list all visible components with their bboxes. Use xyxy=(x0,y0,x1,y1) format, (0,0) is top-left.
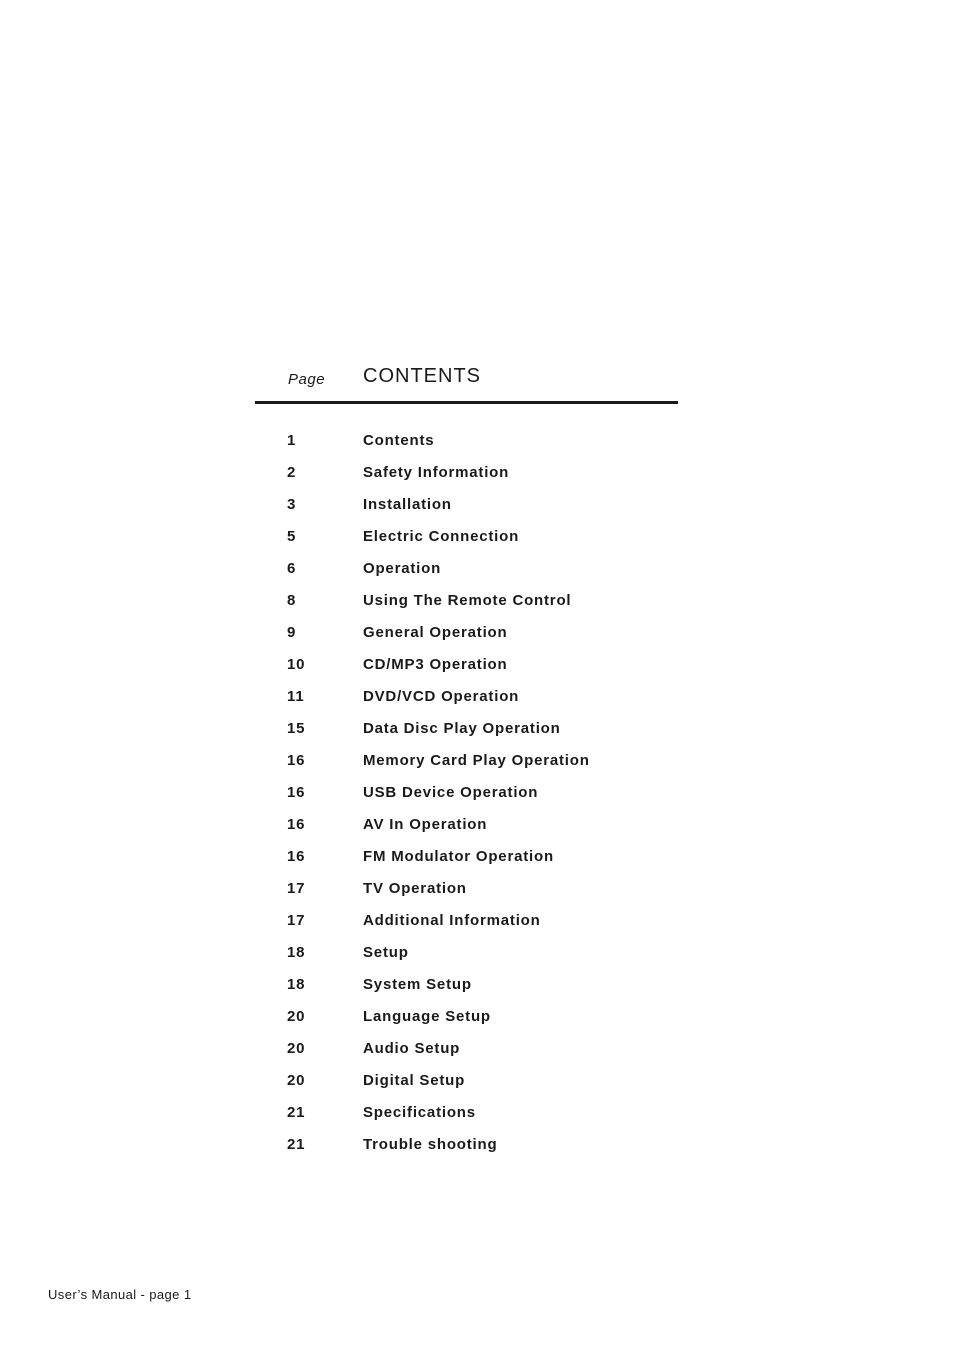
toc-entry[interactable] xyxy=(287,527,707,559)
toc-page-number: 18 xyxy=(287,944,306,961)
toc-entry-title: System Setup xyxy=(363,976,472,993)
toc-entry[interactable] xyxy=(287,943,707,975)
toc-header xyxy=(255,362,678,404)
toc-entry[interactable] xyxy=(287,719,707,751)
toc-page-number: 9 xyxy=(287,624,297,641)
toc-page-number: 18 xyxy=(287,976,306,993)
toc-entry-title: Language Setup xyxy=(363,1008,491,1025)
toc-entry-title: Setup xyxy=(363,944,409,961)
toc-page-number: 1 xyxy=(287,432,297,449)
toc-entry[interactable] xyxy=(287,463,707,495)
toc-entry[interactable] xyxy=(287,911,707,943)
toc-page-number: 10 xyxy=(287,656,306,673)
toc-page-number: 2 xyxy=(287,464,297,481)
toc-page-number: 17 xyxy=(287,880,306,897)
toc-entry-title: Installation xyxy=(363,496,452,513)
toc-page-number: 21 xyxy=(287,1104,306,1121)
toc-entry-title: Using The Remote Control xyxy=(363,592,572,609)
toc-entry-title: Specifications xyxy=(363,1104,476,1121)
toc-entry-title: Additional Information xyxy=(363,912,541,929)
toc-entry-title: AV In Operation xyxy=(363,816,488,833)
toc-entry-title: Data Disc Play Operation xyxy=(363,720,561,737)
toc-page-number: 15 xyxy=(287,720,306,737)
toc-page-number: 11 xyxy=(287,688,305,705)
toc-entry[interactable] xyxy=(287,1039,707,1071)
toc-page-number: 20 xyxy=(287,1072,306,1089)
toc-page-number: 21 xyxy=(287,1136,306,1153)
toc-entry-title: Operation xyxy=(363,560,442,577)
toc-entry[interactable] xyxy=(287,815,707,847)
toc-entry-title: Trouble shooting xyxy=(363,1136,498,1153)
toc-entry-title: FM Modulator Operation xyxy=(363,848,554,865)
page-footer: User’s Manual - page 1 xyxy=(48,1287,192,1302)
toc-entry[interactable] xyxy=(287,975,707,1007)
toc-entry[interactable] xyxy=(287,559,707,591)
toc-entry[interactable] xyxy=(287,879,707,911)
toc-entry-title: Audio Setup xyxy=(363,1040,461,1057)
toc-entry[interactable] xyxy=(287,1071,707,1103)
table-of-contents xyxy=(287,431,707,1167)
toc-entry[interactable] xyxy=(287,1103,707,1135)
toc-entry[interactable] xyxy=(287,591,707,623)
toc-entry[interactable] xyxy=(287,431,707,463)
toc-entry-title: Contents xyxy=(363,432,435,449)
toc-page-number: 6 xyxy=(287,560,297,577)
toc-page-number: 16 xyxy=(287,784,306,801)
toc-page-number: 3 xyxy=(287,496,297,513)
toc-entry[interactable] xyxy=(287,847,707,879)
toc-page-number: 16 xyxy=(287,816,306,833)
toc-page-number: 20 xyxy=(287,1040,306,1057)
toc-entry-title: Electric Connection xyxy=(363,528,520,545)
toc-entry-title: CD/MP3 Operation xyxy=(363,656,508,673)
toc-page-number: 20 xyxy=(287,1008,306,1025)
page-title: CONTENTS xyxy=(363,365,481,387)
toc-entry-title: DVD/VCD Operation xyxy=(363,688,520,705)
toc-entry-title: Digital Setup xyxy=(363,1072,466,1089)
toc-page-number: 8 xyxy=(287,592,297,609)
toc-entry-title: General Operation xyxy=(363,624,508,641)
toc-entry[interactable] xyxy=(287,623,707,655)
toc-entry[interactable] xyxy=(287,751,707,783)
page-column-label: Page xyxy=(288,371,326,388)
toc-entry[interactable] xyxy=(287,783,707,815)
toc-entry[interactable] xyxy=(287,687,707,719)
toc-page-number: 16 xyxy=(287,848,306,865)
toc-entry[interactable] xyxy=(287,495,707,527)
toc-entry-title: USB Device Operation xyxy=(363,784,539,801)
toc-page-number: 16 xyxy=(287,752,306,769)
toc-entry[interactable] xyxy=(287,1135,707,1167)
toc-entry-title: Safety Information xyxy=(363,464,510,481)
toc-entry[interactable] xyxy=(287,1007,707,1039)
toc-page-number: 5 xyxy=(287,528,297,545)
toc-entry-title: TV Operation xyxy=(363,880,467,897)
toc-entry[interactable] xyxy=(287,655,707,687)
toc-entry-title: Memory Card Play Operation xyxy=(363,752,590,769)
toc-page-number: 17 xyxy=(287,912,306,929)
